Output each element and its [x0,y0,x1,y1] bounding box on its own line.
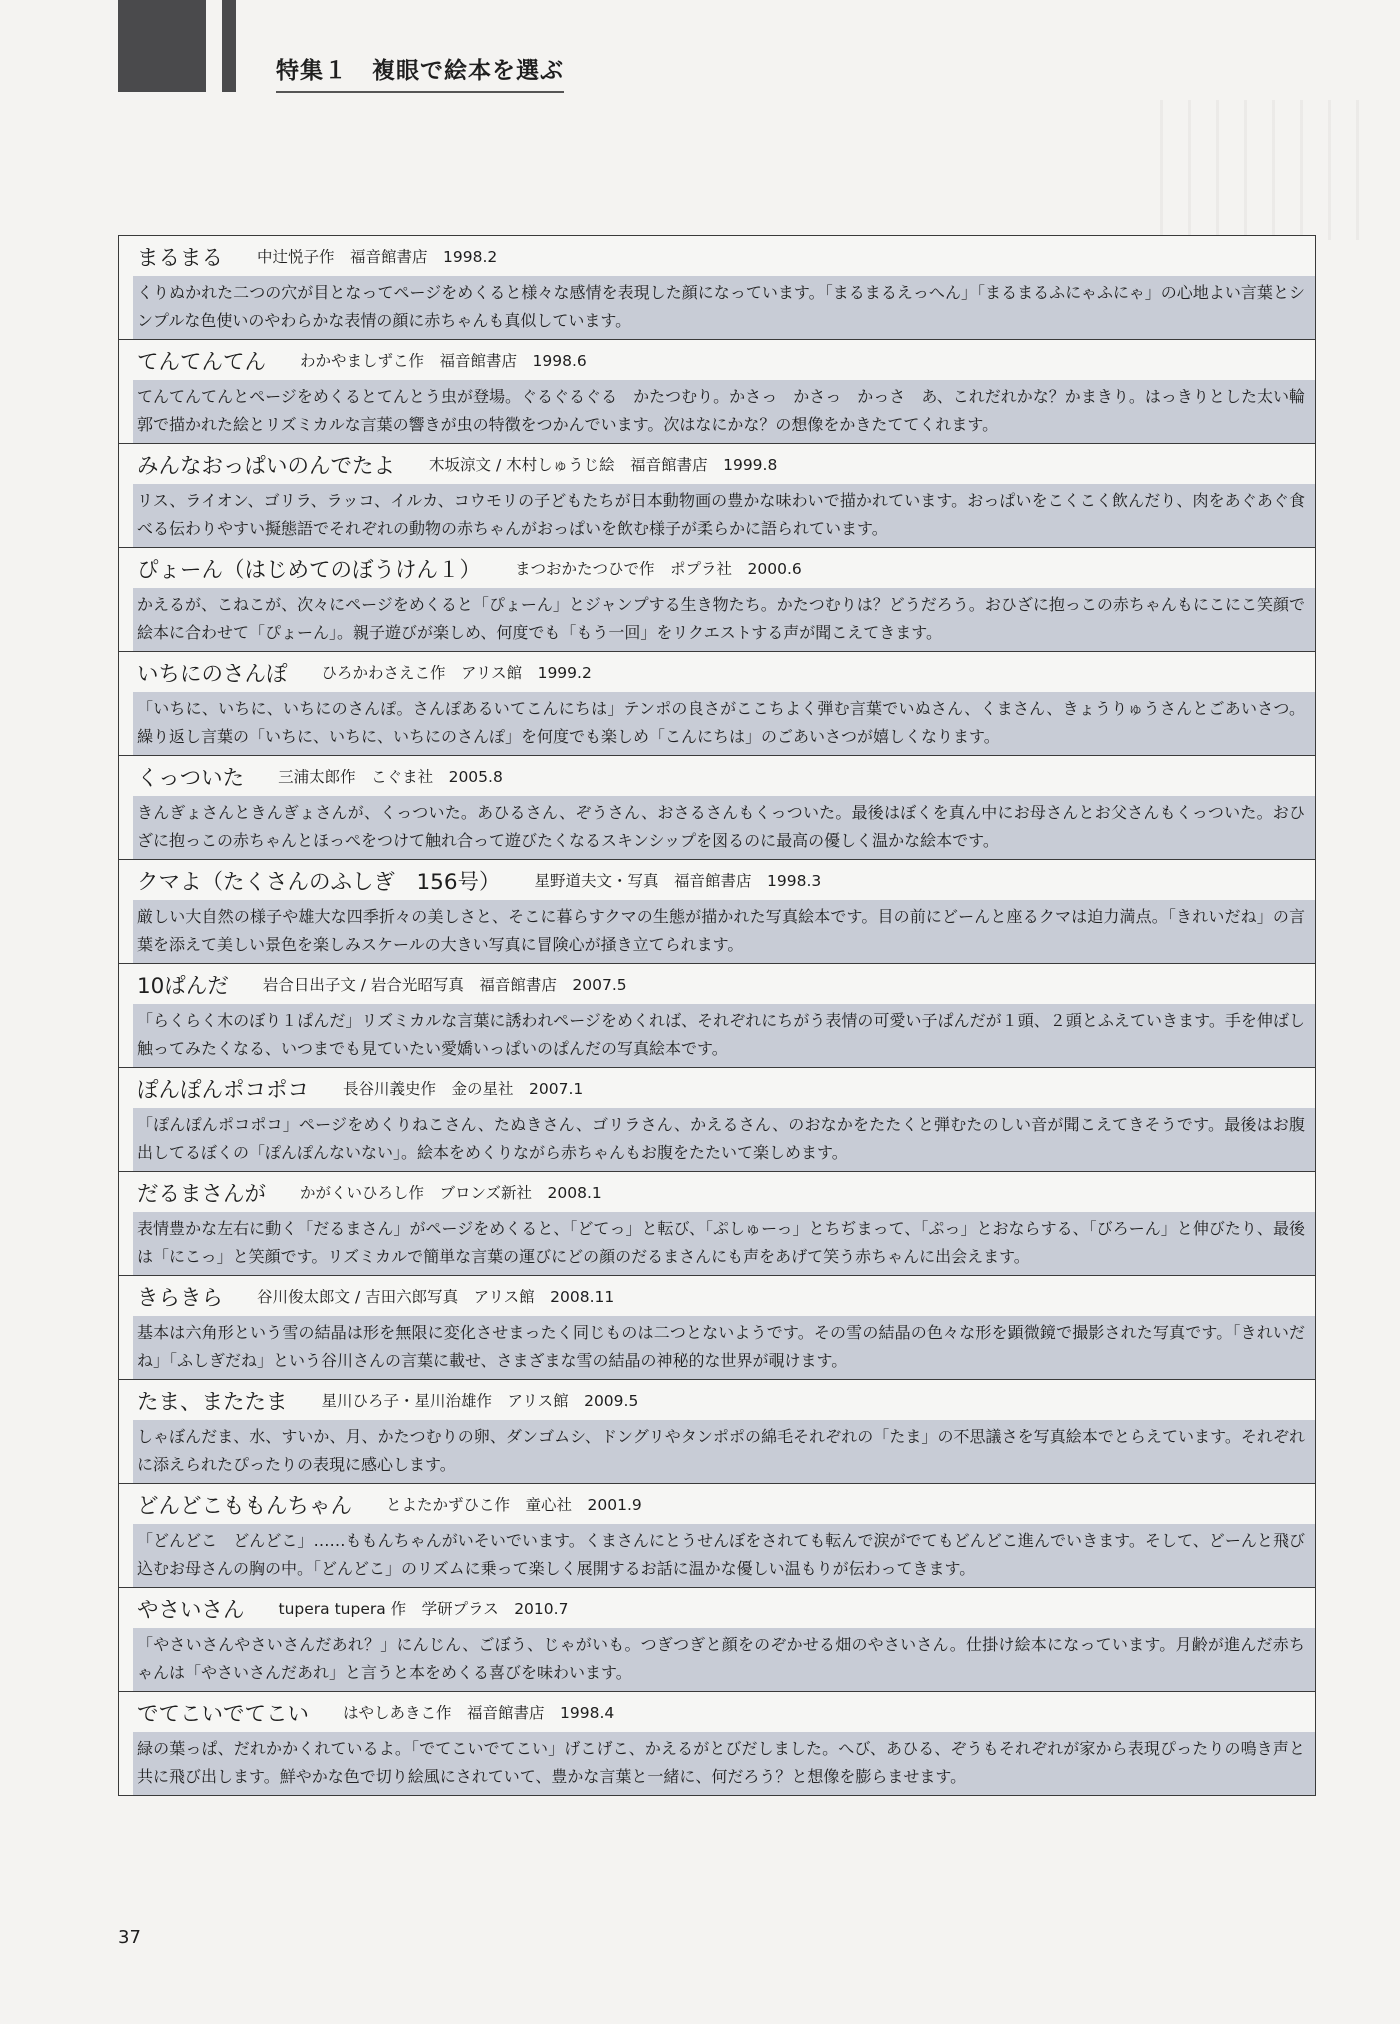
bleed-through-texture [1160,100,1360,240]
book-entry [119,1275,1315,1379]
book-entry-header [119,236,1315,276]
book-title: だるまさんが [137,1181,267,1207]
book-description: 厳しい大自然の様子や雄大な四季折々の美しさと、そこに暮らすクマの生態が描かれた写真絵本です。目の前にどーんと座るクマは迫力満点。「きれいだね」の言葉を添えて美しい景色を楽しみスケールの大きい写真に冒険心が掻き立てられます。 [133,900,1315,963]
book-description: 「やさいさんやさいさんだあれ？」にんじん、ごぼう、じゃがいも。つぎつぎと顔をのぞかせる畑のやさいさん。仕掛け絵本になっています。月齢が進んだ赤ちゃんは「やさいさんだあれ」と言うと本をめくる喜びを味わいます。 [133,1628,1315,1691]
book-meta: わかやましずこ作 福音館書店 1998.6 [300,352,587,370]
book-meta: 岩合日出子文 / 岩合光昭写真 福音館書店 2007.5 [262,976,627,994]
book-title: ぽんぽんポコポコ [137,1077,310,1103]
book-title: でてこいでてこい [137,1701,310,1727]
book-title: みんなおっぱいのんでたよ [137,453,396,479]
book-description: 「どんどこ どんどこ」……ももんちゃんがいそいでいます。くまさんにとうせんぼをされても転んで涙がでてもどんどこ進んでいきます。そして、どーんと飛び込むお母さんの胸の中。「どんどこ」のリズムに乗って楽しく展開するお話に温かな優しい温もりが伝わってきます。 [133,1524,1315,1587]
book-entry-header [119,1380,1315,1420]
book-meta: 木坂涼文 / 木村しゅうじ絵 福音館書店 1999.8 [429,456,778,474]
book-description: きんぎょさんときんぎょさんが、くっついた。あひるさん、ぞうさん、おさるさんもくっついた。最後はぼくを真ん中にお母さんとお父さんもくっついた。おひざに抱っこの赤ちゃんとほっぺをつけて触れ合って遊びたくなるスキンシップを図るのに最高の優しく温かな絵本です。 [133,796,1315,859]
book-title: クマよ（たくさんのふしぎ 156号） [137,869,501,895]
book-entry [119,755,1315,859]
book-entry-header [119,1588,1315,1628]
book-title: きらきら [137,1285,224,1311]
book-title: やさいさん [137,1597,245,1623]
book-list-table [118,235,1316,1796]
book-title: いちにのさんぽ [137,661,288,687]
book-meta: 中辻悦子作 福音館書店 1998.2 [257,248,498,266]
header-decoration-bar [222,0,236,92]
book-entry-header [119,1276,1315,1316]
page-title: 特集１ 複眼で絵本を選ぶ [276,52,564,93]
book-entry [119,651,1315,755]
book-entry-header [119,1068,1315,1108]
book-entry [119,1379,1315,1483]
book-description: 基本は六角形という雪の結晶は形を無限に変化させまったく同じものは二つとないようです。その雪の結晶の色々な形を顕微鏡で撮影された写真です。「きれいだね」「ふしぎだね」という谷川さんの言葉に載せ、さまざまな雪の結晶の神秘的な世界が覗けます。 [133,1316,1315,1379]
book-entry [119,1691,1315,1795]
book-entry-header [119,548,1315,588]
book-entry-header [119,964,1315,1004]
book-entry-header [119,756,1315,796]
book-entry [119,443,1315,547]
book-entry [119,236,1315,339]
book-entry-header [119,1692,1315,1732]
book-title: 10ぱんだ [137,973,229,999]
page-number: 37 [118,1927,141,1948]
book-description: 「ぽんぽんポコポコ」ページをめくりねこさん、たぬきさん、ゴリラさん、かえるさん、のおなかをたたくと弾むたのしい音が聞こえてきそうです。最後はお腹出してるぼくの「ぽんぽんないない」。絵本をめくりながら赤ちゃんもお腹をたたいて楽しめます。 [133,1108,1315,1171]
book-description: リス、ライオン、ゴリラ、ラッコ、イルカ、コウモリの子どもたちが日本動物画の豊かな味わいで描かれています。おっぱいをこくこく飲んだり、肉をあぐあぐ食べる伝わりやすい擬態語でそれぞれの動物の赤ちゃんがおっぱいを飲む様子が柔らかに語られています。 [133,484,1315,547]
book-entry-header [119,340,1315,380]
book-entry [119,1587,1315,1691]
book-description: てんてんてんとページをめくるとてんとう虫が登場。ぐるぐるぐる かたつむり。かさっ かさっ かっさ あ、これだれかな？かまきり。はっきりとした太い輪郭で描かれた絵とリズミカルな言葉の響きが虫の特徴をつかんでいます。次はなにかな？の想像をかきたててくれます。 [133,380,1315,443]
header-decoration-block [118,0,206,92]
book-entry [119,1483,1315,1587]
book-title: まるまる [137,245,224,271]
book-description: かえるが、こねこが、次々にページをめくると「ぴょーん」とジャンプする生き物たち。かたつむりは？どうだろう。おひざに抱っこの赤ちゃんもにこにこ笑顔で絵本に合わせて「ぴょーん」。親子遊びが楽しめ、何度でも「もう一回」をリクエストする声が聞こえてきます。 [133,588,1315,651]
book-meta: tupera tupera 作 学研プラス 2010.7 [278,1600,569,1618]
book-entry-header [119,1484,1315,1524]
book-description: 表情豊かな左右に動く「だるまさん」がページをめくると、「どてっ」と転び、「ぷしゅーっ」とちぢまって、「ぷっ」とおならする、「びろーん」と伸びたり、最後は「にこっ」と笑顔です。リズミカルで簡単な言葉の運びにどの顔のだるまさんにも声をあげて笑う赤ちゃんに出会えます。 [133,1212,1315,1275]
book-description: くりぬかれた二つの穴が目となってページをめくると様々な感情を表現した顔になっています。「まるまるえっへん」「まるまるふにゃふにゃ」の心地よい言葉とシンプルな色使いのやわらかな表情の顔に赤ちゃんも真似しています。 [133,276,1315,339]
book-meta: 星野道夫文・写真 福音館書店 1998.3 [534,872,822,890]
book-title: たま、またたま [137,1389,288,1415]
book-title: てんてんてん [137,349,267,375]
book-meta: まつおかたつひで作 ポプラ社 2000.6 [515,560,802,578]
book-meta: とよたかずひこ作 童心社 2001.9 [386,1496,642,1514]
book-entry [119,963,1315,1067]
book-title: くっついた [137,765,245,791]
book-meta: 長谷川義史作 金の星社 2007.1 [343,1080,584,1098]
book-description: 「いちに、いちに、いちにのさんぽ。さんぽあるいてこんにちは」テンポの良さがここちよく弾む言葉でいぬさん、くまさん、きょうりゅうさんとごあいさつ。繰り返し言葉の「いちに、いちに、いちにのさんぽ」を何度でも楽しめ「こんにちは」のごあいさつが嬉しくなります。 [133,692,1315,755]
book-entry [119,339,1315,443]
book-entry [119,859,1315,963]
book-entry [119,1067,1315,1171]
book-entry-header [119,1172,1315,1212]
book-entry-header [119,444,1315,484]
book-meta: 星川ひろ子・星川治雄作 アリス館 2009.5 [321,1392,639,1410]
book-meta: かがくいひろし作 ブロンズ新社 2008.1 [300,1184,602,1202]
book-meta: 三浦太郎作 こぐま社 2005.8 [278,768,503,786]
book-description: 緑の葉っぱ、だれかかくれているよ。「でてこいでてこい」げこげこ、かえるがとびだしました。へび、あひる、ぞうもそれぞれが家から表現ぴったりの鳴き声と共に飛び出します。鮮やかな色で切り絵風にされていて、豊かな言葉と一緒に、何だろう？と想像を膨らませます。 [133,1732,1315,1795]
book-entry-header [119,860,1315,900]
book-entry [119,1171,1315,1275]
book-entry [119,547,1315,651]
book-meta: 谷川俊太郎文 / 吉田六郎写真 アリス館 2008.11 [257,1288,615,1306]
book-meta: ひろかわさえこ作 アリス館 1999.2 [321,664,592,682]
book-meta: はやしあきこ作 福音館書店 1998.4 [343,1704,615,1722]
book-title: ぴょーん（はじめてのぼうけん１） [137,557,482,583]
book-entry-header [119,652,1315,692]
book-title: どんどこももんちゃん [137,1493,353,1519]
book-description: しゃぼんだま、水、すいか、月、かたつむりの卵、ダンゴムシ、ドングリやタンポポの綿毛それぞれの「たま」の不思議さを写真絵本でとらえています。それぞれに添えられたぴったりの表現に感心します。 [133,1420,1315,1483]
book-description: 「らくらく木のぼり１ぱんだ」リズミカルな言葉に誘われページをめくれば、それぞれにちがう表情の可愛い子ぱんだが１頭、２頭とふえていきます。手を伸ばし触ってみたくなる、いつまでも見ていたい愛嬌いっぱいのぱんだの写真絵本です。 [133,1004,1315,1067]
